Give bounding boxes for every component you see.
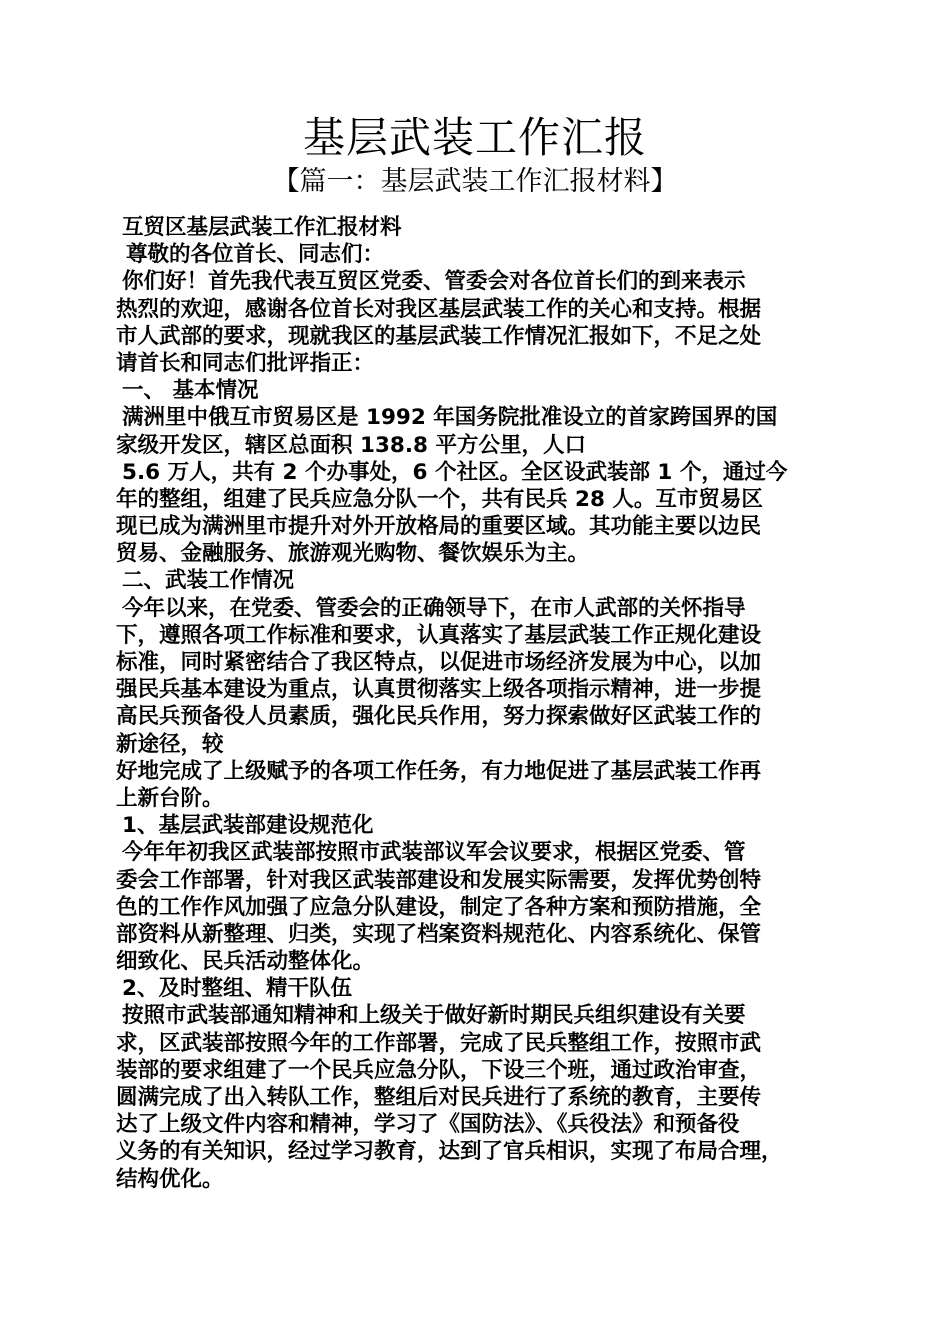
body-line: 细致化、民兵活动整体化。 (116, 949, 375, 975)
body-line: 年的整组，组建了民兵应急分队一个，共有民兵 28 人。互市贸易区 (116, 486, 763, 512)
body-line: 结构优化。 (116, 1166, 224, 1192)
body-line: 家级开发区，辖区总面积 138.8 平方公里，人口 (116, 432, 586, 458)
body-line: 圆满完成了出入转队工作，整组后对民兵进行了系统的教育，主要传 (116, 1085, 762, 1110)
body-line: 市人武部的要求，现就我区的基层武装工作情况汇报如下，不足之处 (116, 323, 762, 349)
body-line: 色的工作作风加强了应急分队建设，制定了各种方案和预防措施，全 (116, 894, 762, 920)
body-line: 现已成为满洲里市提升对外开放格局的重要区域。其功能主要以边民 (116, 514, 762, 540)
body-line: 请首长和同志们批评指正： (116, 350, 375, 376)
body-line: 互贸区基层武装工作汇报材料 (122, 215, 402, 240)
document-body (116, 214, 838, 1193)
body-line: 热烈的欢迎，感谢各位首长对我区基层武装工作的关心和支持。根据 (116, 296, 762, 322)
body-line: 求，区武装部按照今年的工作部署，完成了民兵整组工作，按照市武 (116, 1030, 762, 1056)
body-line: 装部的要求组建了一个民兵应急分队，下设三个班，通过政治审查， (116, 1057, 762, 1083)
body-line: 今年年初我区武装部按照市武装部议军会议要求，根据区党委、管 (122, 840, 746, 866)
body-line: 今年以来，在党委、管委会的正确领导下，在市人武部的关怀指导 (122, 595, 746, 621)
body-line: 部资料从新整理、归类，实现了档案资料规范化、内容系统化、保管 (116, 921, 762, 947)
body-line: 好地完成了上级赋予的各项工作任务，有力地促进了基层武装工作再 (116, 758, 762, 784)
body-line: 义务的有关知识，经过学习教育，达到了官兵相识，实现了布局合理， (116, 1139, 783, 1165)
document-title: 基层武装工作汇报 (302, 113, 647, 162)
body-line: 上新台阶。 (116, 785, 224, 811)
document-subtitle: 【篇一：基层武装工作汇报材料】 (272, 166, 678, 197)
section-heading: 一、 基本情况 (122, 378, 259, 404)
body-line: 尊敬的各位首长、同志们： (126, 242, 385, 268)
body-line: 委会工作部署，针对我区武装部建设和发展实际需要，发挥优势创特 (116, 867, 762, 893)
body-line: 下，遵照各项工作标准和要求，认真落实了基层武装工作正规化建设 (116, 622, 762, 648)
subsection-heading: 1、基层武装部建设规范化 (122, 813, 374, 839)
body-line: 5.6 万人，共有 2 个办事处，6 个社区。全区设武装部 1 个，通过今 (122, 459, 788, 485)
body-line: 强民兵基本建设为重点，认真贯彻落实上级各项指示精神，进一步提 (116, 677, 762, 703)
body-line: 新途径，较 (116, 731, 224, 757)
subsection-heading: 2、及时整组、精干队伍 (122, 976, 352, 1002)
section-heading: 二、武装工作情况 (122, 568, 295, 594)
body-line: 达了上级文件内容和精神，学习了《国防法》、《兵役法》和预备役 (116, 1112, 740, 1138)
body-line: 你们好！首先我代表互贸区党委、管委会对各位首长们的到来表示 (122, 269, 746, 295)
body-line: 按照市武装部通知精神和上级关于做好新时期民兵组织建设有关要 (122, 1003, 746, 1029)
body-line: 满洲里中俄互市贸易区是 1992 年国务院批准设立的首家跨国界的国 (122, 405, 778, 431)
body-line: 标准，同时紧密结合了我区特点，以促进市场经济发展为中心，以加 (116, 650, 762, 675)
body-line: 高民兵预备役人员素质，强化民兵作用，努力探索做好区武装工作的 (116, 704, 762, 730)
body-line: 贸易、金融服务、旅游观光购物、餐饮娱乐为主。 (116, 541, 590, 567)
